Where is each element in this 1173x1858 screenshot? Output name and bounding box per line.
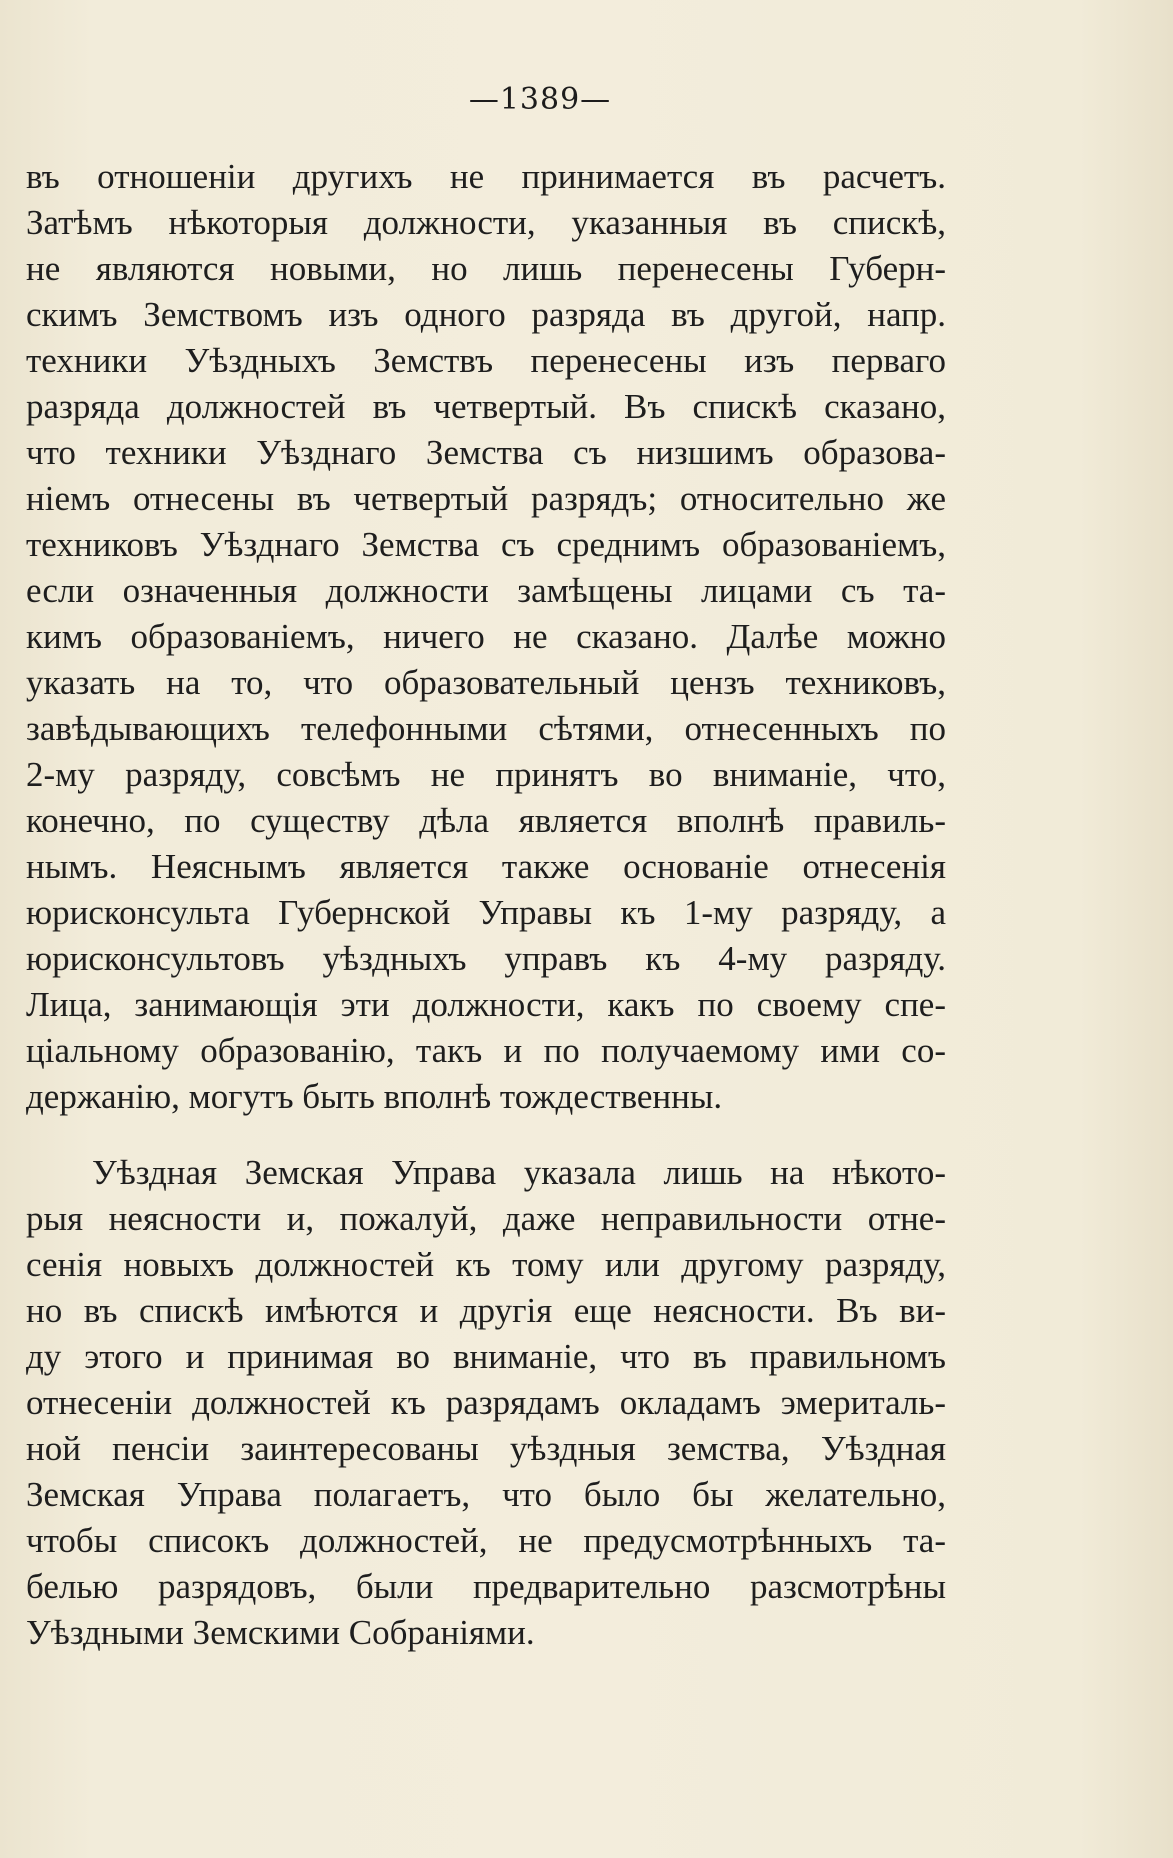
paragraph-1-line: ніемъ отнесены въ четвертый разрядъ; относительно же bbox=[26, 479, 946, 518]
paragraph-2-line: отнесеніи должностей къ разрядамъ окладамъ эмериталь- bbox=[26, 1383, 946, 1422]
paragraph-1-line: Лица, занимающія эти должности, какъ по своему спе- bbox=[26, 985, 946, 1024]
paragraph-1-line: указать на то, что образовательный цензъ техниковъ, bbox=[26, 663, 946, 702]
paragraph-2-line: рыя неясности и, пожалуй, даже неправильности отне- bbox=[26, 1199, 946, 1238]
paragraph-2-line: Уѣздная Земская Управа указала лишь на нѣкото- bbox=[92, 1153, 946, 1192]
paragraph-1-line: конечно, по существу дѣла является вполнѣ правиль- bbox=[26, 801, 946, 840]
paragraph-2-line: ду этого и принимая во вниманіе, что въ правильномъ bbox=[26, 1337, 946, 1376]
paragraph-2-line: сенія новыхъ должностей къ тому или другому разряду, bbox=[26, 1245, 946, 1284]
paragraph-1-line: не являются новыми, но лишь перенесены Губерн- bbox=[26, 249, 946, 288]
paragraph-1-line: юрисконсультовъ уѣздныхъ управъ къ 4-му разряду. bbox=[26, 939, 946, 978]
paragraph-1-line: Затѣмъ нѣкоторыя должности, указанныя въ спискѣ, bbox=[26, 203, 946, 242]
paragraph-1-line: ціальному образованію, такъ и по получаемому ими со- bbox=[26, 1031, 946, 1070]
paragraph-2-line: Земская Управа полагаетъ, что было бы желательно, bbox=[26, 1475, 946, 1514]
paragraph-2-line: но въ спискѣ имѣются и другія еще неясности. Въ ви- bbox=[26, 1291, 946, 1330]
paragraph-1-line: 2-му разряду, совсѣмъ не принятъ во вниманіе, что, bbox=[26, 755, 946, 794]
paragraph-1-line: завѣдывающихъ телефонными сѣтями, отнесенныхъ по bbox=[26, 709, 946, 748]
paragraph-1-line: скимъ Земствомъ изъ одного разряда въ другой, напр. bbox=[26, 295, 946, 334]
paragraph-1-line: что техники Уѣзднаго Земства съ низшимъ образова- bbox=[26, 433, 946, 472]
paragraph-2-line: белью разрядовъ, были предварительно разсмотрѣны bbox=[26, 1567, 946, 1606]
paragraph-1-line: техниковъ Уѣзднаго Земства съ среднимъ образованіемъ, bbox=[26, 525, 946, 564]
paragraph-2-line: ной пенсіи заинтересованы уѣздныя земства, Уѣздная bbox=[26, 1429, 946, 1468]
paragraph-1-line: техники Уѣздныхъ Земствъ перенесены изъ перваго bbox=[26, 341, 946, 380]
paragraph-1-line: юрисконсульта Губернской Управы къ 1-му разряду, а bbox=[26, 893, 946, 932]
paragraph-1-line: нымъ. Неяснымъ является также основаніе отнесенія bbox=[26, 847, 946, 886]
page-number: —1389— bbox=[468, 82, 612, 117]
paragraph-1-line: разряда должностей въ четвертый. Въ спискѣ сказано, bbox=[26, 387, 946, 426]
paragraph-1-line: держанію, могутъ быть вполнѣ тождественны. bbox=[26, 1077, 723, 1116]
paragraph-1-line: если означенныя должности замѣщены лицами съ та- bbox=[26, 571, 946, 610]
paragraph-2-line: Уѣздными Земскими Собраніями. bbox=[26, 1613, 535, 1652]
paragraph-2-line: чтобы списокъ должностей, не предусмотрѣнныхъ та- bbox=[26, 1521, 946, 1560]
paragraph-1-line: кимъ образованіемъ, ничего не сказано. Далѣе можно bbox=[26, 617, 946, 656]
paragraph-1-line: въ отношеніи другихъ не принимается въ расчетъ. bbox=[26, 157, 946, 196]
